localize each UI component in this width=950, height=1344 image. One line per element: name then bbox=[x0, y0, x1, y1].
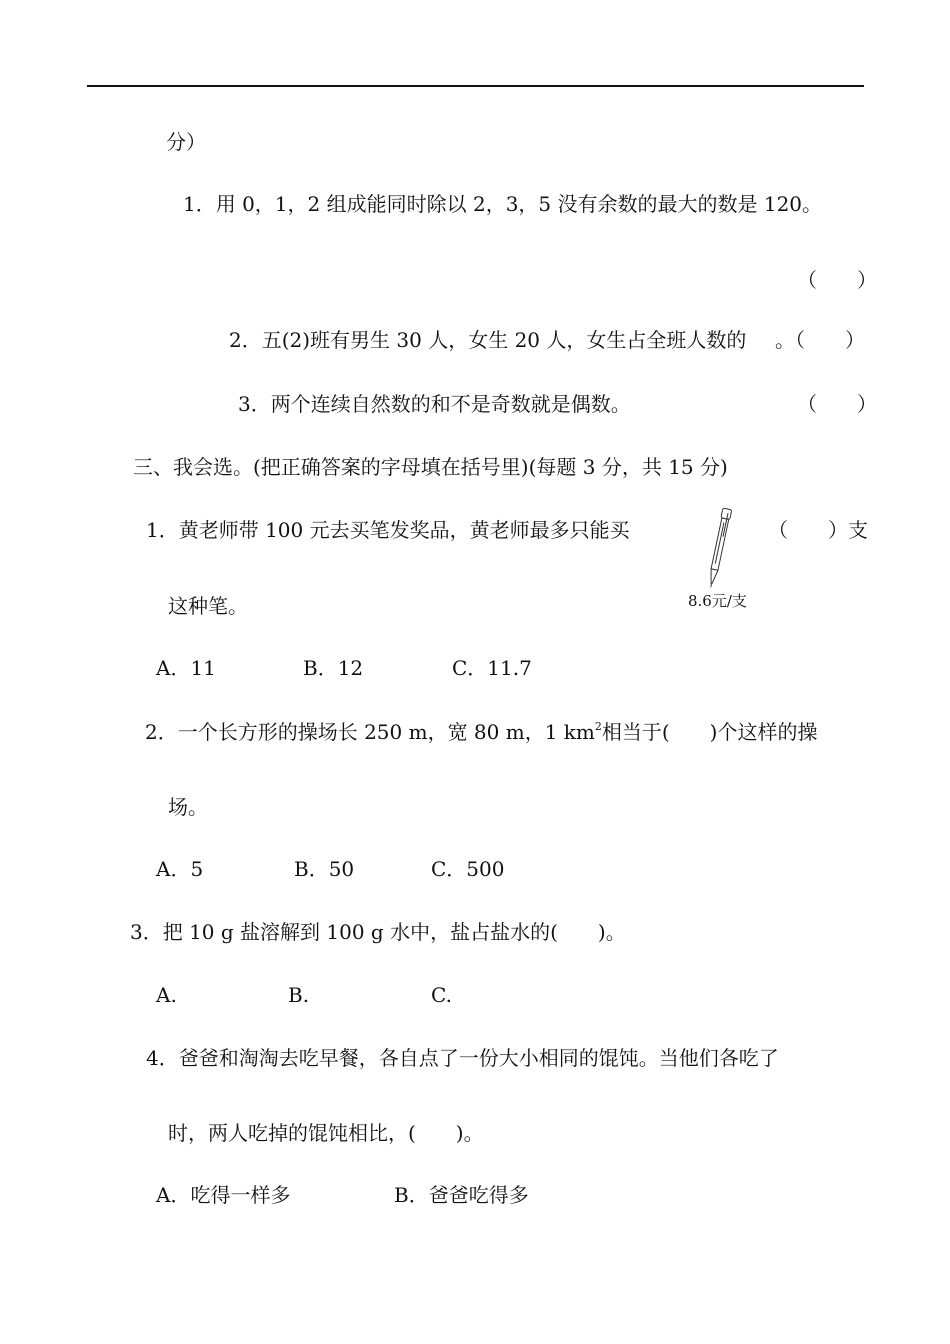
question-1-text: 1．黄老师带 100 元去买笔发奖品，黄老师最多只能买 bbox=[146, 518, 630, 542]
superscript-two: 2 bbox=[594, 720, 602, 733]
pen-icon bbox=[696, 502, 742, 590]
judgement-item-2: 2．五(2)班有男生 30 人，女生 20 人，女生占全班人数的 bbox=[229, 328, 747, 352]
q3-option-b[interactable]: B. bbox=[288, 983, 310, 1007]
judgement-item-1: 1．用 0，1，2 组成能同时除以 2，3，5 没有余数的最大的数是 120。 bbox=[183, 192, 823, 216]
question-2-text bbox=[145, 720, 817, 744]
answer-paren-3[interactable]: （ ） bbox=[797, 392, 877, 416]
question-2-text-a: 2．一个长方形的操场长 250 m，宽 80 m，1 km bbox=[145, 720, 595, 744]
q4-option-a[interactable]: A．吃得一样多 bbox=[156, 1183, 291, 1207]
header-rule bbox=[87, 85, 864, 87]
question-1-cont: 这种笔。 bbox=[168, 594, 248, 618]
q3-option-a[interactable]: A. bbox=[156, 983, 177, 1007]
q1-option-a[interactable]: A．11 bbox=[156, 656, 216, 680]
question-4-cont: 时，两人吃掉的馄饨相比，( )。 bbox=[168, 1121, 484, 1145]
q3-option-c[interactable]: C. bbox=[431, 983, 452, 1007]
section-title: 三、我会选。(把正确答案的字母填在括号里)(每题 3 分，共 15 分) bbox=[133, 455, 728, 479]
question-3-text: 3．把 10 g 盐溶解到 100 g 水中，盐占盐水的( )。 bbox=[130, 920, 626, 944]
pen-price-label: 8.6元/支 bbox=[688, 592, 747, 610]
q4-option-b[interactable]: B．爸爸吃得多 bbox=[394, 1183, 529, 1207]
score-tail: 分） bbox=[166, 130, 206, 154]
q1-option-b[interactable]: B．12 bbox=[303, 656, 364, 680]
q2-option-b[interactable]: B．50 bbox=[294, 857, 355, 881]
q2-option-c[interactable]: C．500 bbox=[431, 857, 505, 881]
q2-option-a[interactable]: A．5 bbox=[156, 857, 204, 881]
question-2-text-b: 相当于( )个这样的操 bbox=[601, 720, 818, 744]
q1-option-c[interactable]: C．11.7 bbox=[452, 656, 532, 680]
question-4-text: 4．爸爸和淘淘去吃早餐，各自点了一份大小相同的馄饨。当他们各吃了 bbox=[146, 1046, 779, 1070]
question-2-cont: 场。 bbox=[168, 795, 208, 819]
answer-paren-1[interactable]: （ ） bbox=[797, 268, 877, 292]
question-1-paren[interactable]: （ ）支 bbox=[768, 518, 868, 542]
answer-paren-2[interactable]: 。（ ） bbox=[775, 328, 865, 352]
judgement-item-3: 3．两个连续自然数的和不是奇数就是偶数。 bbox=[238, 392, 631, 416]
